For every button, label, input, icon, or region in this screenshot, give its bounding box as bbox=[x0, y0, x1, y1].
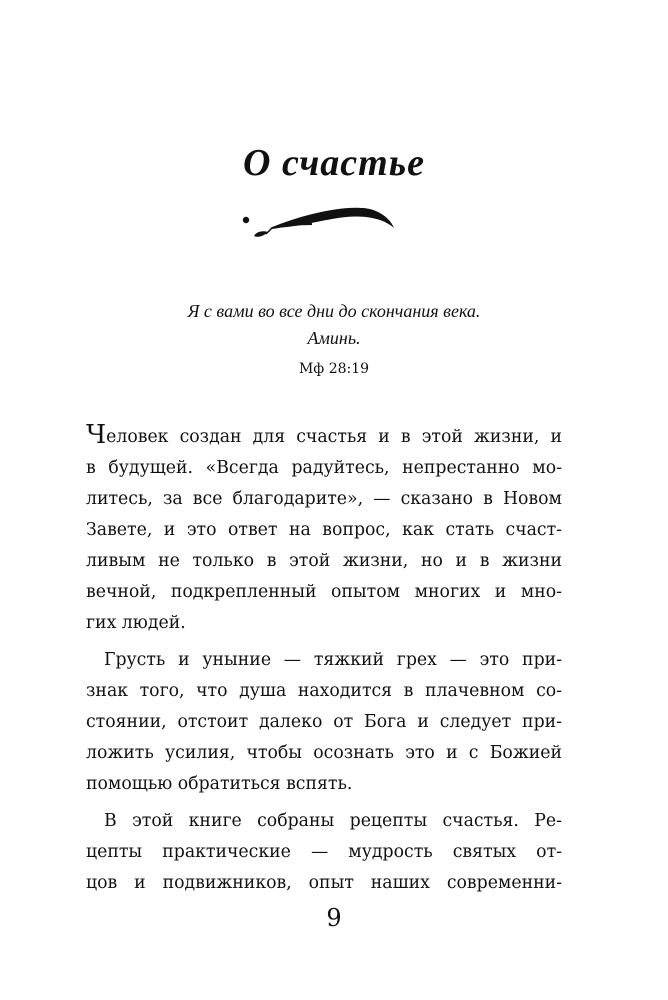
flourish-ornament-icon bbox=[238, 206, 398, 246]
paragraph-line: В этой книге собраны рецепты счастья. Ре- bbox=[104, 811, 562, 831]
line-text: еловек создан для счастья и в этой жизни, и bbox=[106, 427, 562, 447]
paragraph-line: в будущей. «Всегда радуйтесь, непрестанно мо- bbox=[86, 458, 562, 478]
paragraph-line bbox=[86, 422, 562, 453]
paragraph-line: гих людей. bbox=[86, 613, 186, 633]
paragraph-line: вечной, подкрепленный опытом многих и мно- bbox=[86, 582, 562, 602]
page-number: 9 bbox=[326, 904, 342, 932]
epigraph bbox=[0, 298, 668, 380]
paragraph-line: знак того, что душа находится в плачевном со- bbox=[86, 681, 562, 701]
paragraph-line: помощью обратиться вспять. bbox=[86, 774, 353, 794]
paragraph-line: Завете, и это ответ на вопрос, как стать счаст- bbox=[86, 520, 562, 540]
paragraph-line: цов и подвижников, опыт наших современни- bbox=[86, 873, 562, 893]
chapter-title: О счастье bbox=[243, 142, 425, 184]
body-text bbox=[86, 422, 562, 899]
paragraph-line: цепты практические — мудрость святых от- bbox=[86, 842, 562, 862]
epigraph-line: Я с вами во все дни до скончания века. bbox=[187, 301, 481, 321]
paragraph-line: Грусть и уныние — тяжкий грех — это при- bbox=[104, 650, 562, 670]
drop-cap: Ч bbox=[86, 420, 107, 450]
epigraph-line: Аминь. bbox=[307, 328, 361, 348]
paragraph-line: литесь, за все благодарите», — сказано в Новом bbox=[86, 489, 562, 509]
paragraph-line: ливым не только в этой жизни, но и в жизни bbox=[86, 551, 562, 571]
paragraph-line: стоянии, отстоит далеко от Бога и следует при- bbox=[86, 712, 562, 732]
epigraph-source: Мф 28:19 bbox=[298, 361, 370, 377]
paragraph-line: ложить усилия, чтобы осознать это и с Божией bbox=[86, 743, 562, 763]
